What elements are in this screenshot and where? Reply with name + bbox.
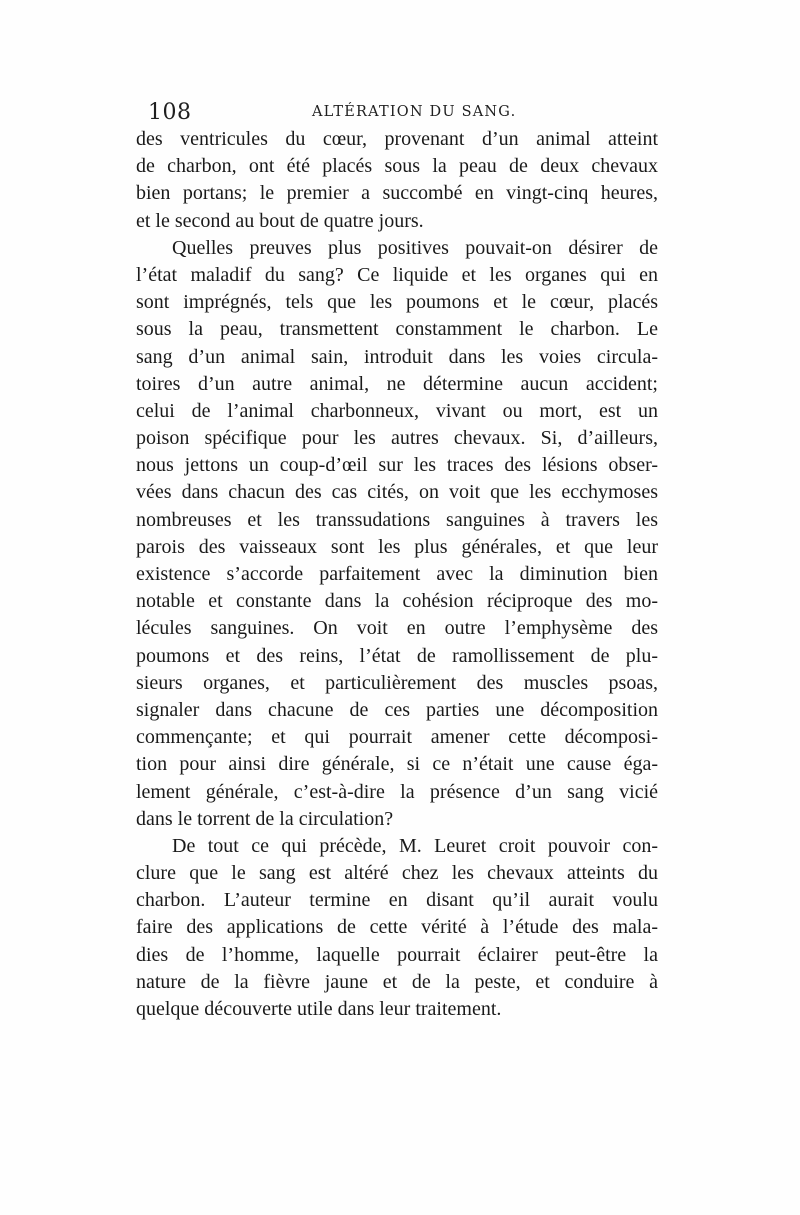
text-line: signaler dans chacune de ces parties une décomposition	[136, 698, 658, 721]
text-line: sieurs organes, et particulièrement des muscles psoas,	[136, 671, 658, 694]
text-line: de charbon, ont été placés sous la peau de deux chevaux	[136, 155, 658, 178]
text-line: celui de l’animal charbonneux, vivant ou mort, est un	[136, 399, 658, 422]
text-line: des ventricules du cœur, provenant d’un animal atteint	[136, 128, 658, 150]
text-line: existence s’accorde parfaitement avec la diminution bien	[136, 563, 658, 585]
text-line: nature de la fièvre jaune et de la peste, et conduire à	[136, 970, 658, 993]
text-line: De tout ce qui précède, M. Leuret croit pouvoir con-	[172, 834, 658, 857]
text-line: l’état maladif du sang? Ce liquide et les organes qui en	[136, 263, 658, 286]
text-line: charbon. L’auteur termine en disant qu’il aurait voulu	[136, 889, 658, 912]
paragraph-2	[136, 235, 658, 833]
text-line: faire des applications de cette vérité à l’étude des mala-	[136, 916, 658, 939]
text-line: commençante; et qui pourrait amener cette décomposi-	[136, 726, 658, 749]
text-line: parois des vaisseaux sont les plus générales, et que leur	[136, 535, 658, 558]
text-line: clure que le sang est altéré chez les chevaux atteints du	[136, 862, 658, 885]
text-line: notable et constante dans la cohésion réciproque des mo-	[136, 590, 658, 613]
paragraph-1	[136, 126, 658, 235]
page-number: 108	[148, 100, 192, 125]
text-line: tion pour ainsi dire générale, si ce n’était une cause éga-	[136, 753, 658, 776]
text-line: toires d’un autre animal, ne détermine aucun accident;	[136, 372, 658, 395]
running-title: ALTÉRATION DU SANG.	[312, 104, 517, 120]
text-line: sang d’un animal sain, introduit dans les voies circula-	[136, 345, 658, 368]
text-line: sont imprégnés, tels que les poumons et le cœur, placés	[136, 291, 658, 314]
text-line: Quelles preuves plus positives pouvait-on désirer de	[172, 236, 658, 259]
text-line: vées dans chacun des cas cités, on voit que les ecchymoses	[136, 481, 658, 504]
text-line: sous la peau, transmettent constamment le charbon. Le	[136, 318, 658, 341]
text-line: dies de l’homme, laquelle pourrait éclairer peut-être la	[136, 943, 658, 966]
text-line: poison spécifique pour les autres chevaux. Si, d’ailleurs,	[136, 427, 658, 450]
text-line: lement générale, c’est-à-dire la présence d’un sang vicié	[136, 780, 658, 803]
text-line: lécules sanguines. On voit en outre l’emphysème des	[136, 617, 658, 640]
text-line: et le second au bout de quatre jours.	[136, 209, 424, 232]
text-line: bien portans; le premier a succombé en vingt-cinq heures,	[136, 182, 658, 205]
body-text	[136, 126, 658, 1023]
text-line: nous jettons un coup-d’œil sur les traces des lésions obser-	[136, 454, 658, 477]
text-line: poumons et des reins, l’état de ramollissement de plu-	[136, 644, 658, 667]
text-line: quelque découverte utile dans leur traitement.	[136, 998, 502, 1020]
paragraph-3	[136, 833, 658, 1023]
page-header	[148, 98, 658, 126]
text-line: dans le torrent de la circulation?	[136, 807, 394, 830]
text-line: nombreuses et les transsudations sanguines à travers les	[136, 508, 658, 531]
